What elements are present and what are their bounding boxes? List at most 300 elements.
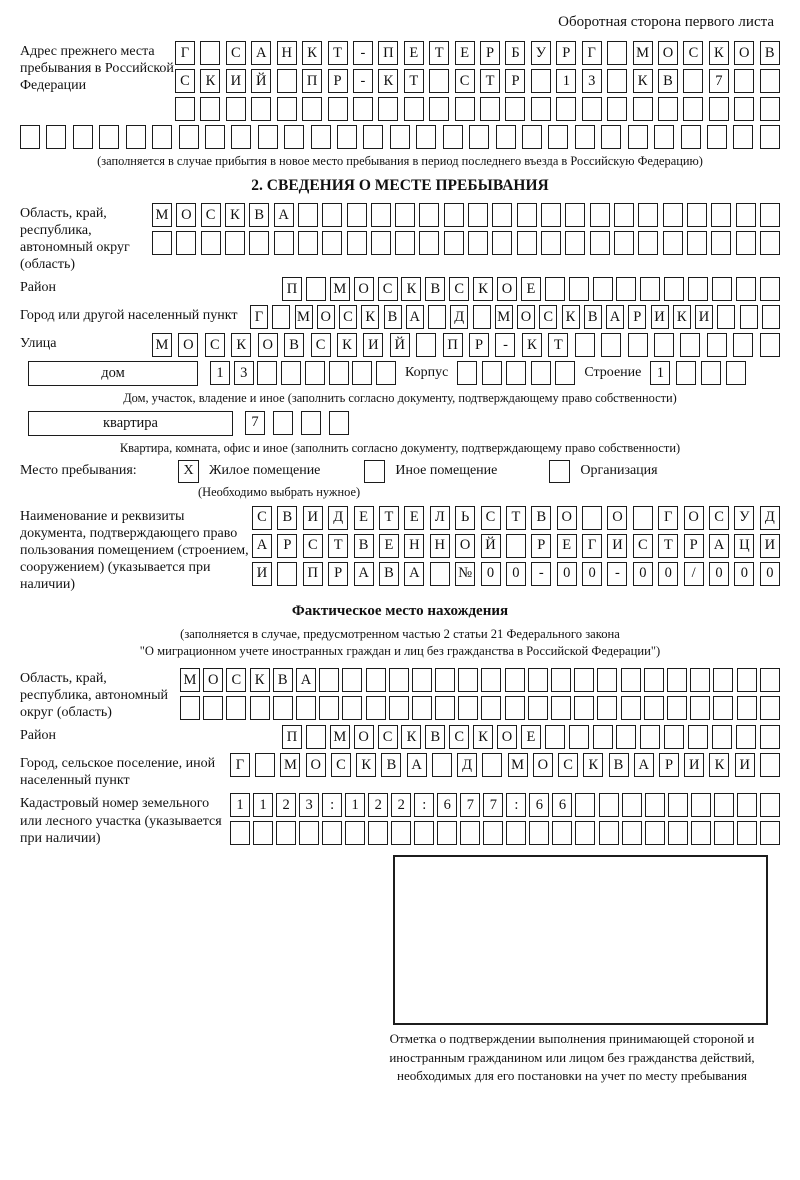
char-box[interactable] [760,125,780,149]
char-box[interactable]: Д [328,506,348,530]
char-box[interactable] [711,203,731,227]
char-box[interactable]: К [200,69,220,93]
char-box[interactable] [492,203,512,227]
char-box[interactable] [251,97,271,121]
char-box[interactable]: Г [582,41,602,65]
char-box[interactable] [569,277,589,301]
char-box[interactable] [201,231,221,255]
char-box[interactable]: О [658,41,678,65]
char-box[interactable] [226,97,246,121]
char-box[interactable]: Е [455,41,475,65]
char-box[interactable]: : [414,793,434,817]
char-box[interactable] [590,231,610,255]
char-box[interactable]: С [205,333,225,357]
char-box[interactable] [676,361,696,385]
char-box[interactable] [274,231,294,255]
char-box[interactable]: Д [760,506,780,530]
char-box[interactable] [205,125,225,149]
char-box[interactable]: В [384,305,402,329]
char-box[interactable]: С [449,277,469,301]
char-box[interactable]: П [378,41,398,65]
char-box[interactable]: С [449,725,469,749]
char-box[interactable] [717,305,735,329]
char-box[interactable] [230,821,250,845]
char-box[interactable]: Т [506,506,526,530]
char-box[interactable]: П [303,562,323,586]
char-box[interactable] [492,231,512,255]
char-box[interactable] [468,231,488,255]
char-box[interactable]: С [331,753,351,777]
char-box[interactable] [734,97,754,121]
char-box[interactable]: У [531,41,551,65]
char-box[interactable] [443,125,463,149]
char-box[interactable] [376,361,396,385]
char-box[interactable] [322,231,342,255]
char-box[interactable]: А [406,305,424,329]
char-box[interactable] [414,821,434,845]
char-box[interactable]: Е [521,277,541,301]
char-box[interactable] [545,725,565,749]
char-box[interactable]: В [425,277,445,301]
char-box[interactable] [658,97,678,121]
char-box[interactable]: Т [404,69,424,93]
char-box[interactable] [614,203,634,227]
char-box[interactable]: 6 [437,793,457,817]
char-box[interactable] [258,125,278,149]
char-box[interactable] [760,97,780,121]
char-box[interactable] [412,668,432,692]
char-box[interactable]: Е [557,534,577,558]
char-box[interactable] [179,125,199,149]
char-box[interactable] [531,361,551,385]
char-box[interactable]: В [531,506,551,530]
char-box[interactable] [737,668,757,692]
char-box[interactable]: С [339,305,357,329]
char-box[interactable]: М [295,305,313,329]
char-box[interactable]: С [175,69,195,93]
char-box[interactable]: М [152,203,172,227]
char-box[interactable] [20,125,40,149]
char-box[interactable]: 0 [633,562,653,586]
char-box[interactable]: И [695,305,713,329]
char-box[interactable]: 2 [368,793,388,817]
char-box[interactable]: 0 [760,562,780,586]
char-box[interactable]: В [249,203,269,227]
char-box[interactable] [371,203,391,227]
char-box[interactable] [253,821,273,845]
char-box[interactable] [152,125,172,149]
char-box[interactable] [640,725,660,749]
char-box[interactable] [126,125,146,149]
char-box[interactable]: И [735,753,755,777]
char-box[interactable]: 1 [210,361,230,385]
char-box[interactable]: 2 [391,793,411,817]
char-box[interactable] [760,668,780,692]
char-box[interactable] [709,97,729,121]
char-box[interactable]: А [251,41,271,65]
char-box[interactable]: № [455,562,475,586]
char-box[interactable] [482,361,502,385]
char-box[interactable]: 0 [582,562,602,586]
checkbox-residential[interactable]: X [178,460,199,483]
char-box[interactable]: Р [328,562,348,586]
char-box[interactable] [180,696,200,720]
char-box[interactable] [412,696,432,720]
char-box[interactable] [506,534,526,558]
char-box[interactable]: С [539,305,557,329]
char-box[interactable]: В [379,562,399,586]
char-box[interactable]: И [303,506,323,530]
char-box[interactable] [614,231,634,255]
char-box[interactable] [277,562,297,586]
char-box[interactable]: Е [404,506,424,530]
char-box[interactable]: О [317,305,335,329]
char-box[interactable] [505,696,525,720]
char-box[interactable] [273,696,293,720]
char-box[interactable] [599,793,619,817]
char-box[interactable] [231,125,251,149]
char-box[interactable] [668,793,688,817]
char-box[interactable] [435,668,455,692]
char-box[interactable] [551,696,571,720]
char-box[interactable] [419,231,439,255]
char-box[interactable] [73,125,93,149]
char-box[interactable] [654,333,674,357]
char-box[interactable] [575,125,595,149]
char-box[interactable] [545,277,565,301]
char-box[interactable]: Н [277,41,297,65]
char-box[interactable] [548,125,568,149]
char-box[interactable] [701,361,721,385]
char-box[interactable] [628,125,648,149]
char-box[interactable] [528,696,548,720]
char-box[interactable]: О [258,333,278,357]
char-box[interactable] [319,668,339,692]
char-box[interactable]: О [354,277,374,301]
char-box[interactable]: В [584,305,602,329]
char-box[interactable] [250,696,270,720]
char-box[interactable] [633,97,653,121]
char-box[interactable] [644,668,664,692]
char-box[interactable] [378,97,398,121]
char-box[interactable] [712,277,732,301]
char-box[interactable] [366,696,386,720]
char-box[interactable]: С [226,41,246,65]
char-box[interactable]: М [633,41,653,65]
char-box[interactable] [257,361,277,385]
char-box[interactable]: М [508,753,528,777]
char-box[interactable] [582,97,602,121]
char-box[interactable] [574,696,594,720]
char-box[interactable] [480,97,500,121]
char-box[interactable]: 0 [709,562,729,586]
char-box[interactable]: Т [480,69,500,93]
char-box[interactable] [607,97,627,121]
char-box[interactable] [302,97,322,121]
char-box[interactable] [713,696,733,720]
char-box[interactable]: Р [505,69,525,93]
char-box[interactable] [371,231,391,255]
char-box[interactable] [329,411,349,435]
char-box[interactable] [298,231,318,255]
char-box[interactable] [481,696,501,720]
char-box[interactable] [736,725,756,749]
char-box[interactable] [416,333,436,357]
char-box[interactable]: С [683,41,703,65]
char-box[interactable]: Л [430,506,450,530]
char-box[interactable]: 3 [234,361,254,385]
char-box[interactable] [760,753,780,777]
char-box[interactable]: Т [548,333,568,357]
char-box[interactable] [590,203,610,227]
char-box[interactable] [517,203,537,227]
char-box[interactable] [496,125,516,149]
char-box[interactable] [621,696,641,720]
char-box[interactable]: - [531,562,551,586]
char-box[interactable] [691,793,711,817]
char-box[interactable] [277,97,297,121]
char-box[interactable]: К [401,725,421,749]
char-box[interactable] [531,69,551,93]
char-box[interactable]: К [401,277,421,301]
char-box[interactable] [733,333,753,357]
char-box[interactable]: Д [450,305,468,329]
char-box[interactable] [301,411,321,435]
char-box[interactable] [306,725,326,749]
char-box[interactable] [663,203,683,227]
char-box[interactable] [255,753,275,777]
char-box[interactable]: К [633,69,653,93]
char-box[interactable] [273,411,293,435]
char-box[interactable]: С [455,69,475,93]
char-box[interactable] [389,696,409,720]
char-box[interactable]: Й [390,333,410,357]
char-box[interactable] [468,203,488,227]
char-box[interactable]: - [607,562,627,586]
char-box[interactable]: Б [505,41,525,65]
char-box[interactable] [529,821,549,845]
char-box[interactable]: Р [531,534,551,558]
char-box[interactable]: Р [628,305,646,329]
char-box[interactable] [353,97,373,121]
char-box[interactable] [599,821,619,845]
char-box[interactable] [621,668,641,692]
char-box[interactable] [225,231,245,255]
char-box[interactable] [714,793,734,817]
char-box[interactable]: М [495,305,513,329]
char-box[interactable] [342,696,362,720]
char-box[interactable] [726,361,746,385]
char-box[interactable]: С [303,534,323,558]
char-box[interactable] [633,506,653,530]
char-box[interactable]: У [734,506,754,530]
char-box[interactable]: К [361,305,379,329]
char-box[interactable] [691,821,711,845]
char-box[interactable] [404,97,424,121]
char-box[interactable] [622,821,642,845]
char-box[interactable] [622,793,642,817]
char-box[interactable] [760,696,780,720]
char-box[interactable]: Р [277,534,297,558]
char-box[interactable]: К [522,333,542,357]
char-box[interactable] [736,277,756,301]
char-box[interactable] [597,668,617,692]
char-box[interactable]: И [607,534,627,558]
char-box[interactable] [322,821,342,845]
char-box[interactable]: О [533,753,553,777]
char-box[interactable] [541,231,561,255]
char-box[interactable] [638,203,658,227]
char-box[interactable]: Е [379,534,399,558]
char-box[interactable] [311,125,331,149]
char-box[interactable]: С [709,506,729,530]
char-box[interactable]: С [311,333,331,357]
char-box[interactable]: Н [430,534,450,558]
char-box[interactable] [506,821,526,845]
char-box[interactable] [522,125,542,149]
char-box[interactable]: 0 [481,562,501,586]
char-box[interactable]: О [607,506,627,530]
char-box[interactable] [664,725,684,749]
char-box[interactable]: О [684,506,704,530]
char-box[interactable] [368,821,388,845]
char-box[interactable] [395,231,415,255]
char-box[interactable]: 0 [734,562,754,586]
char-box[interactable]: 6 [552,793,572,817]
char-box[interactable] [296,696,316,720]
char-box[interactable] [531,97,551,121]
char-box[interactable]: - [353,41,373,65]
char-box[interactable] [711,231,731,255]
char-box[interactable] [597,696,617,720]
char-box[interactable]: К [709,41,729,65]
char-box[interactable]: 1 [345,793,365,817]
char-box[interactable] [390,125,410,149]
char-box[interactable] [737,821,757,845]
char-box[interactable] [347,231,367,255]
char-box[interactable]: О [306,753,326,777]
char-box[interactable]: Е [404,41,424,65]
char-box[interactable] [707,333,727,357]
char-box[interactable] [337,125,357,149]
char-box[interactable] [552,821,572,845]
char-box[interactable] [760,333,780,357]
char-box[interactable] [298,203,318,227]
char-box[interactable]: К [709,753,729,777]
char-box[interactable]: К [673,305,691,329]
char-box[interactable]: К [378,69,398,93]
char-box[interactable]: А [252,534,272,558]
char-box[interactable]: П [282,277,302,301]
char-box[interactable] [575,821,595,845]
house-type-box[interactable]: дом [28,361,198,386]
char-box[interactable]: Е [354,506,374,530]
char-box[interactable]: М [152,333,172,357]
char-box[interactable]: Т [429,41,449,65]
char-box[interactable]: А [354,562,374,586]
char-box[interactable]: И [760,534,780,558]
char-box[interactable] [363,125,383,149]
char-box[interactable]: 6 [529,793,549,817]
char-box[interactable] [505,97,525,121]
char-box[interactable] [319,696,339,720]
char-box[interactable]: Р [328,69,348,93]
char-box[interactable]: О [203,668,223,692]
char-box[interactable]: Ц [734,534,754,558]
char-box[interactable] [435,696,455,720]
char-box[interactable]: В [284,333,304,357]
char-box[interactable] [458,696,478,720]
char-box[interactable]: К [583,753,603,777]
char-box[interactable] [760,69,780,93]
char-box[interactable]: В [609,753,629,777]
char-box[interactable]: С [226,668,246,692]
char-box[interactable] [616,277,636,301]
char-box[interactable] [444,203,464,227]
char-box[interactable]: О [517,305,535,329]
char-box[interactable]: С [558,753,578,777]
char-box[interactable] [687,231,707,255]
char-box[interactable]: 7 [245,411,265,435]
char-box[interactable] [645,821,665,845]
char-box[interactable] [432,753,452,777]
char-box[interactable]: В [658,69,678,93]
char-box[interactable]: О [178,333,198,357]
char-box[interactable] [607,41,627,65]
char-box[interactable]: Н [404,534,424,558]
char-box[interactable] [473,305,491,329]
char-box[interactable] [328,97,348,121]
char-box[interactable]: В [277,506,297,530]
char-box[interactable] [276,821,296,845]
char-box[interactable]: Е [521,725,541,749]
char-box[interactable]: 1 [650,361,670,385]
char-box[interactable]: О [557,506,577,530]
char-box[interactable] [683,69,703,93]
char-box[interactable] [737,696,757,720]
char-box[interactable]: О [354,725,374,749]
char-box[interactable]: К [231,333,251,357]
char-box[interactable] [460,821,480,845]
char-box[interactable]: А [709,534,729,558]
char-box[interactable] [277,69,297,93]
char-box[interactable]: 1 [556,69,576,93]
char-box[interactable]: Г [230,753,250,777]
char-box[interactable] [664,277,684,301]
char-box[interactable] [644,696,664,720]
char-box[interactable] [419,203,439,227]
char-box[interactable] [482,753,502,777]
char-box[interactable] [99,125,119,149]
checkbox-other-premises[interactable] [364,460,385,483]
char-box[interactable] [569,725,589,749]
char-box[interactable] [329,361,349,385]
char-box[interactable] [455,97,475,121]
char-box[interactable] [200,41,220,65]
char-box[interactable] [342,668,362,692]
char-box[interactable] [668,821,688,845]
char-box[interactable] [574,668,594,692]
char-box[interactable] [601,125,621,149]
char-box[interactable]: К [337,333,357,357]
char-box[interactable]: 2 [276,793,296,817]
char-box[interactable] [601,333,621,357]
char-box[interactable]: О [497,725,517,749]
char-box[interactable] [687,203,707,227]
char-box[interactable]: П [302,69,322,93]
char-box[interactable] [593,725,613,749]
char-box[interactable]: Т [379,506,399,530]
